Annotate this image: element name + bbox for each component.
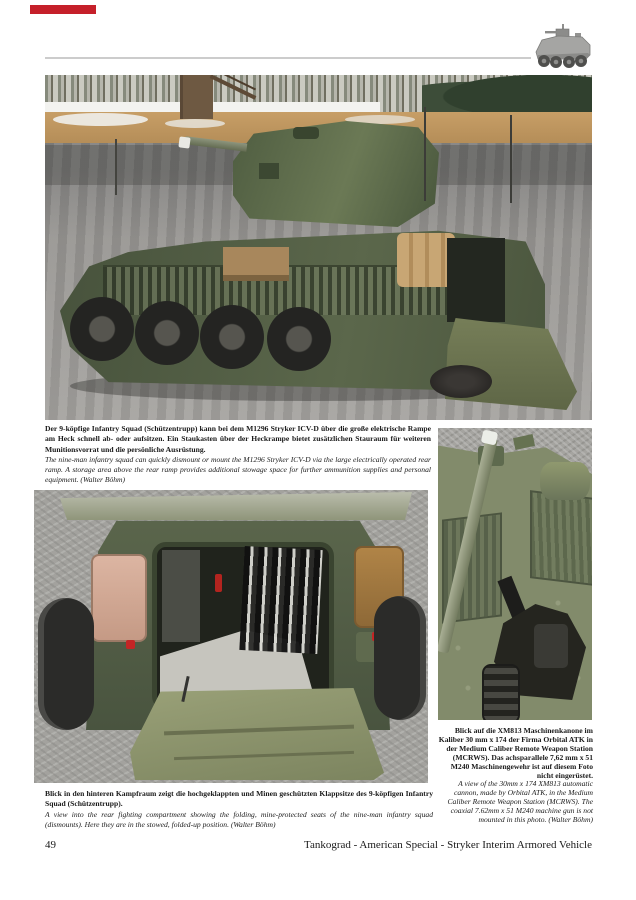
range-tower <box>180 75 213 119</box>
caption-top-english: The nine-man infantry squad can quickly dismount or mount the M1296 Stryker ICV-D via the large electrically operated rear ramp. A storage area above the rear ramp provides additional stowage space for further ammunition supplies and personal equipment. (Walter Böhm) <box>45 454 431 485</box>
page-number: 49 <box>45 839 56 851</box>
caption-top <box>45 424 431 486</box>
caption-rear <box>45 789 433 830</box>
caption-weapon-english: A view of the 30mm x 174 XM813 automatic cannon, made by Orbital ATK, in the Medium Caliber Remote Weapon Station (MCRWS). The coaxial 7.62mm x 51 M240 machine gun is not mounted in this photo. (Walter Böhm) <box>447 779 593 825</box>
photo-rear-compartment <box>34 490 428 783</box>
tire-left <box>38 598 94 730</box>
caption-weapon-german: Blick auf die XM813 Maschinenkanone im Kaliber 30 mm x 174 der Firma Orbital ATK in der Medium Caliber Remote Weapon Station (MCRWS). Das achsparallele 7,62 mm x 51 M240 Maschinengewehr ist auf diesem Foto nicht eingerüstet. <box>438 726 593 780</box>
antenna <box>510 115 512 203</box>
folded-seats <box>239 546 322 654</box>
photo-weapon-xm813 <box>438 428 592 720</box>
tire-right <box>374 596 426 720</box>
caption-rear-english: A view into the rear fighting compartment showing the folding, mine-protected seats of the nine-man infantry squad (dismounts). Here they are in the stowed, folded-up position. (Walter Böhm) <box>45 809 433 829</box>
jerry-cans-left <box>91 554 147 642</box>
header-rule <box>45 57 531 59</box>
stryker-logo-icon <box>531 22 595 72</box>
red-corner-bar <box>30 5 96 14</box>
fire-extinguisher <box>215 574 222 592</box>
caption-rear-german: Blick in den hinteren Kampfraum zeigt die hochgeklappten und Minen geschützten Klappsitze des 9-köpfigen Infantry Squad (Schützentrupp). <box>45 789 433 809</box>
caption-weapon <box>437 727 593 825</box>
antenna <box>424 107 426 201</box>
ammo-belt <box>482 664 520 720</box>
photo-top-stryker <box>45 75 592 420</box>
antenna <box>115 139 117 195</box>
caption-top-german: Der 9-köpfige Infantry Squad (Schützentrupp) kann bei dem M1296 Stryker ICV-D über die große elektrische Rampe am Heck schnell ab- oder aufsitzen. Ein Staukasten über der Heckrampe bietet zusätzlichen Stauraum für weiteren Munitionsvorrat und die persönliche Ausrüstung. <box>45 424 431 454</box>
footer-title: Tankograd - American Special - Stryker Interim Armored Vehicle <box>304 839 592 851</box>
